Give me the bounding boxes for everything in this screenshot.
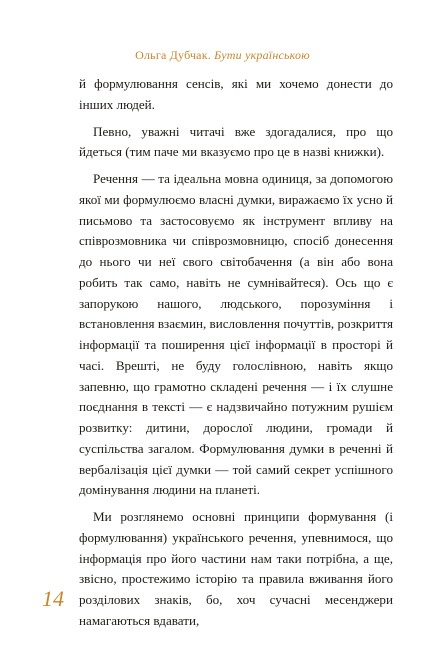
header-author: Ольга Дубчак. [135,48,211,62]
running-header [0,48,445,63]
paragraph-continued: й формулювання сенсів, які ми хочемо донести до інших людей. [79,76,393,112]
paragraph: Певно, уважні читачі вже здогадалися, про що йдеться (тим паче ми вказуємо про це в назві книжки). [79,123,393,160]
body-text [79,74,393,638]
paragraph: Речення — та ідеальна мовна одиниця, за допомогою якої ми формулюємо власні думки, виражаємо їх усно й письмово та застосовуємо як інструмент впливу на співрозмовника чи співрозмовницю, спосіб донесення до нього чи неї свого світобачення (а він або вона робить так само, навіть не сумнівайтеся). Ось що є запорукою нашого, людського, порозуміння і встановлення взаємин, висловлення почуттів, розкриття інформації та поширення цієї інформації в просторі й часі. Врешті, не буду голослівною, навіть якщо запевню, що грамотно складені речення — і їх слушне поєднання в тексті — є надзвичайно потужним рушієм розвитку: дитини, дорослої людини, громади й суспільства загалом. Формулювання думки в реченні й вербалізація цієї думки — той самий секрет успішного домінування людини на планеті. [79,171,393,498]
paragraph: Ми розглянемо основні принципи формування (і формулювання) українського речення, упевнимося, що інформація про його частини нам таки потрібна, а ще, звісно, простежимо історію та правила вживання його розділових знаків, бо, хоч сучасні месенджери намагаються вдавати, [79,509,393,628]
header-book-title: Бути українською [214,48,310,62]
page-number: 14 [42,586,64,611]
